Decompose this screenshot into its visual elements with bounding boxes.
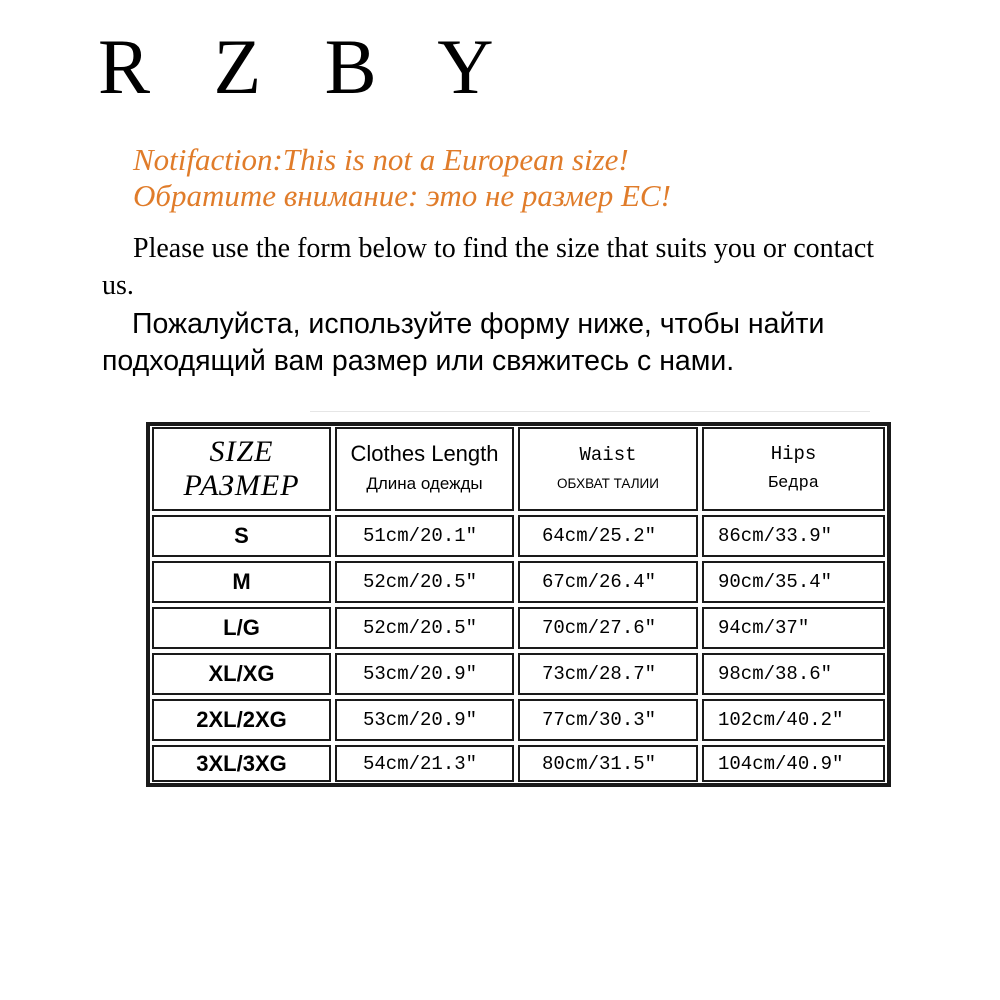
notice-english: Notifaction:This is not a European size! xyxy=(133,142,629,177)
size-notice xyxy=(133,142,671,214)
header-size xyxy=(152,427,331,511)
instructions-english: Please use the form below to find the size that suits you or contact us. xyxy=(102,233,875,301)
hips-cell: 90cm/35.4" xyxy=(702,561,885,603)
header-hips xyxy=(702,427,885,511)
waist-cell: 67cm/26.4" xyxy=(518,561,698,603)
size-cell: M xyxy=(152,561,331,603)
length-cell: 53cm/20.9" xyxy=(335,699,514,741)
hips-cell: 98cm/38.6" xyxy=(702,653,885,695)
size-cell: 2XL/2XG xyxy=(152,699,331,741)
header-length-ru: Длина одежды xyxy=(366,474,483,493)
header-hips-en: Hips xyxy=(770,443,817,465)
hips-cell: 94cm/37" xyxy=(702,607,885,649)
length-cell: 54cm/21.3" xyxy=(335,745,514,782)
size-cell: L/G xyxy=(152,607,331,649)
header-length-en: Clothes Length xyxy=(350,441,499,466)
size-cell: S xyxy=(152,515,331,557)
header-waist-en: Waist xyxy=(579,444,637,466)
header-size-en: SIZE xyxy=(209,435,274,468)
brand-logo: R Z B Y xyxy=(98,23,516,110)
length-cell: 52cm/20.5" xyxy=(335,561,514,603)
size-chart-table xyxy=(146,422,891,787)
size-cell: 3XL/3XG xyxy=(152,745,331,782)
notice-russian: Обратите внимание: это не размер ЕС! xyxy=(133,178,671,213)
header-clothes-length xyxy=(335,427,514,511)
waist-cell: 73cm/28.7" xyxy=(518,653,698,695)
hips-cell: 86cm/33.9" xyxy=(702,515,885,557)
length-cell: 52cm/20.5" xyxy=(335,607,514,649)
waist-cell: 70cm/27.6" xyxy=(518,607,698,649)
waist-cell: 64cm/25.2" xyxy=(518,515,698,557)
header-waist xyxy=(518,427,698,511)
hips-cell: 102cm/40.2" xyxy=(702,699,885,741)
length-cell: 53cm/20.9" xyxy=(335,653,514,695)
instructions-russian: Пожалуйста, используйте форму ниже, чтобы найти подходящий вам размер или свяжитесь с нами. xyxy=(102,308,825,377)
hips-cell: 104cm/40.9" xyxy=(702,745,885,782)
header-size-ru: РАЗМЕР xyxy=(183,469,300,502)
waist-cell: 80cm/31.5" xyxy=(518,745,698,782)
waist-cell: 77cm/30.3" xyxy=(518,699,698,741)
header-waist-ru: ОБХВАТ ТАЛИИ xyxy=(557,476,659,491)
header-hips-ru: Бедра xyxy=(767,474,819,493)
divider xyxy=(310,411,870,412)
size-cell: XL/XG xyxy=(152,653,331,695)
length-cell: 51cm/20.1" xyxy=(335,515,514,557)
